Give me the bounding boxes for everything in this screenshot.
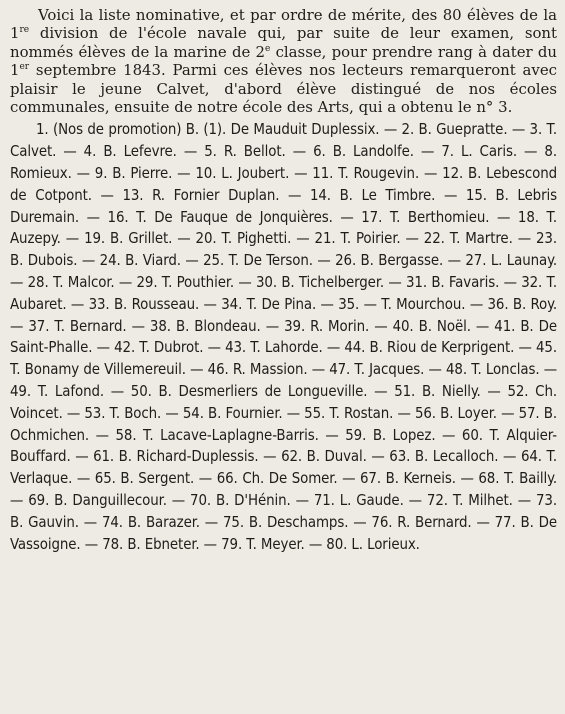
intro-sup-2: e	[265, 43, 271, 54]
intro-text-4: septembre 1843. Parmi ces élèves nos lecteurs remarqueront avec plaisir le jeune Calvet, d'abord élève distingué de nos écoles communales, ensuite de notre école des Arts, qui a obtenu le n° 3.	[10, 61, 557, 117]
intro-sup-3: er	[19, 62, 30, 73]
intro-paragraph	[10, 6, 557, 116]
intro-text-1: Voici la liste nominative, et par ordre de mérite, des 80 élèves de la 1	[10, 6, 557, 43]
promotion-list	[10, 119, 557, 555]
promotion-list-text: 1. (Nos de promotion) B. (1). De Mauduit Duplessix. — 2. B. Guepratte. — 3. T. Calvet. — 4. B. Lefevre. — 5. R. Bellot. — 6. B. Landolfe. — 7. L. Caris. — 8. Romieux. — 9. B. Pierre. — 10. L. Joubert. — 11. T. Rougevin. — 12. B. Lebescond de Cotpont. — 13. R. Fornier Duplan. — 14. B. Le Timbre. — 15. B. Lebris Duremain. — 16. T. De Fauque de Jonquières. — 17. T. Berthomieu. — 18. T. Auzepy. — 19. B. Grillet. — 20. T. Pighetti. — 21. T. Poirier. — 22. T. Martre. — 23. B. Dubois. — 24. B. Viard. — 25. T. De Terson. — 26. B. Bergasse. — 27. L. Launay. — 28. T. Malcor. — 29. T. Pouthier. — 30. B. Tichelberger. — 31. B. Favaris. — 32. T. Aubaret. — 33. B. Rousseau. — 34. T. De Pina. — 35. — T. Mourchou. — 36. B. Roy. — 37. T. Bernard. — 38. B. Blondeau. — 39. R. Morin. — 40. B. Noël. — 41. B. De Saint-Phalle. — 42. T. Dubrot. — 43. T. Lahorde. — 44. B. Riou de Kerprigent. — 45. T. Bonamy de Villemereuil. — 46. R. Massion. — 47. T. Jacques. — 48. T. Lonclas. — 49. T. Lafond. — 50. B. Desmerliers de Longueville. — 51. B. Nielly. — 52. Ch. Voincet. — 53. T. Boch. — 54. B. Fournier. — 55. T. Rostan. — 56. B. Loyer. — 57. B. Ochmichen. — 58. T. Lacave-Laplagne-Barris. — 59. B. Lopez. — 60. T. Alquier-Bouffard. — 61. B. Richard-Duplessis. — 62. B. Duval. — 63. B. Lecalloch. — 64. T. Verlaque. — 65. B. Sergent. — 66. Ch. De Somer. — 67. B. Kerneis. — 68. T. Bailly. — 69. B. Danguillecour. — 70. B. D'Hénin. — 71. L. Gaude. — 72. T. Milhet. — 73. B. Gauvin. — 74. B. Barazer. — 75. B. Deschamps. — 76. R. Bernard. — 77. B. De Vassoigne. — 78. B. Ebneter. — 79. T. Meyer. — 80. L. Lorieux.	[10, 120, 557, 553]
intro-sup-1: re	[19, 25, 30, 36]
intro-text-2: division de l'école navale qui, par suite de leur examen, sont nommés élèves de la marine de 2	[10, 24, 557, 61]
intro-text-3: classe, pour prendre rang à dater du 1	[10, 42, 557, 80]
